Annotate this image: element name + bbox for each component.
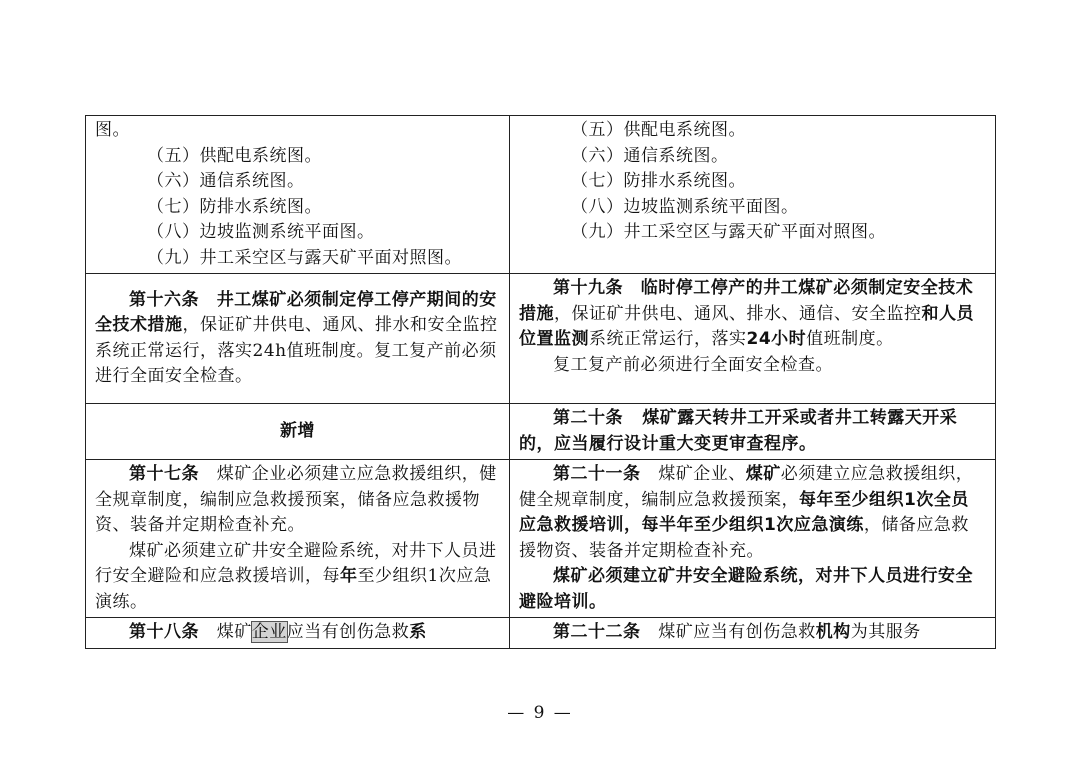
body-text: 必须建立应急救援组织，健全规章制度，编制应急救援预案， (519, 464, 974, 510)
article-17-para1 (95, 462, 500, 539)
article-16-cell (86, 274, 510, 404)
list-line: （五）供配电系统图。 (571, 120, 746, 140)
bold-text: 24小时 (746, 329, 807, 349)
body-text: 为其服务 (850, 622, 921, 642)
article-title: 第十六条 (129, 289, 199, 310)
table-row (86, 404, 996, 460)
bold-text: 每年至少组织1次全员应急救援培训，每半年至少组织1次应急演练 (519, 489, 969, 535)
bold-text: 煤矿 (745, 464, 781, 484)
article-22-text (519, 620, 986, 646)
table-row (86, 274, 996, 404)
body-text: 应当有创伤急救 (286, 622, 410, 642)
bold-text: 年 (340, 566, 358, 586)
list-line: （五）供配电系统图。 (147, 145, 322, 166)
highlighted-text: 企业 (251, 622, 287, 642)
article-17-cell (86, 460, 510, 618)
bold-text: 和人员位置监测 (519, 303, 974, 349)
list-line: （六）通信系统图。 (571, 145, 729, 166)
list-line: （九）井工采空区与露天矿平面对照图。 (571, 222, 886, 242)
article-18-text (95, 620, 500, 646)
article-19-text (519, 276, 986, 353)
new-label: 新增 (280, 420, 315, 441)
body-text: 系统正常运行，落实 (589, 329, 747, 349)
body-text: 煤矿 (216, 622, 252, 642)
comparison-table (85, 115, 996, 649)
body-text: ，保证矿井供电、通风、排水和安全监控系统正常运行，落实24h值班制度。复工复产前必须进行全面安全检查。 (95, 315, 498, 386)
article-20-text (519, 406, 986, 457)
list-line: （七）防排水系统图。 (147, 196, 322, 217)
list-line: 图。 (95, 120, 130, 140)
article-18-cell (86, 618, 510, 649)
page-number: — 9 — (507, 703, 573, 723)
new-label-cell (86, 404, 510, 460)
body-text: 值班制度。 (806, 329, 894, 349)
table-row (86, 460, 996, 618)
right-cell-diagram-list (510, 116, 996, 274)
bold-text: 机构 (815, 622, 851, 642)
body-text: 至少组织1次应急演练。 (95, 566, 492, 612)
bold-text: 系 (409, 622, 427, 642)
article-title: 第十八条 (129, 622, 199, 642)
bold-text: 井工煤矿必须制定停工停产期间的安全技术措施 (95, 289, 497, 335)
list-line: （九）井工采空区与露天矿平面对照图。 (147, 247, 462, 268)
article-19-cell (510, 274, 996, 404)
body-text: ，保证矿井供电、通风、排水、通信、安全监控 (554, 303, 922, 324)
bold-text: 临时停工停产的井工煤矿必须制定安全技术措施 (519, 278, 974, 324)
list-line: （八）边坡监测系统平面图。 (147, 222, 375, 242)
article-17-para2 (95, 539, 500, 616)
article-19-para2: 复工复产前必须进行全面安全检查。 (553, 354, 833, 375)
left-cell-diagram-list (86, 116, 510, 274)
article-22-cell (510, 618, 996, 649)
article-title: 第二十条 (553, 408, 623, 428)
body-text: 煤矿企业必须建立应急救援组织，健全规章制度，编制应急救援预案，储备应急救援物资、装备并定期检查补充。 (95, 464, 497, 535)
article-title: 第十九条 (553, 278, 623, 298)
body-text: ，储备应急救援物资、装备并定期检查补充。 (519, 515, 969, 561)
table-row (86, 618, 996, 649)
bold-text: 煤矿露天转井工开采或者井工转露天开采的，应当履行设计重大变更审查程序。 (519, 408, 958, 454)
body-text: 煤矿企业、 (658, 464, 746, 484)
article-21-cell (510, 460, 996, 618)
body-text: 煤矿必须建立矿井安全避险系统，对井下人员进行安全避险和应急救援培训，每 (95, 540, 497, 586)
article-16-text (95, 288, 500, 390)
table-row (86, 116, 996, 274)
article-title: 第十七条 (129, 464, 199, 484)
article-20-cell (510, 404, 996, 460)
body-text: 煤矿应当有创伤急救 (658, 622, 816, 642)
article-title: 第二十一条 (553, 464, 641, 484)
article-21-para1 (519, 462, 986, 564)
list-line: （八）边坡监测系统平面图。 (571, 196, 799, 217)
article-title: 第二十二条 (553, 622, 641, 642)
list-line: （六）通信系统图。 (147, 171, 305, 191)
list-line: （七）防排水系统图。 (571, 171, 746, 191)
article-21-para2: 煤矿必须建立矿井安全避险系统，对井下人员进行安全避险培训。 (519, 566, 973, 612)
